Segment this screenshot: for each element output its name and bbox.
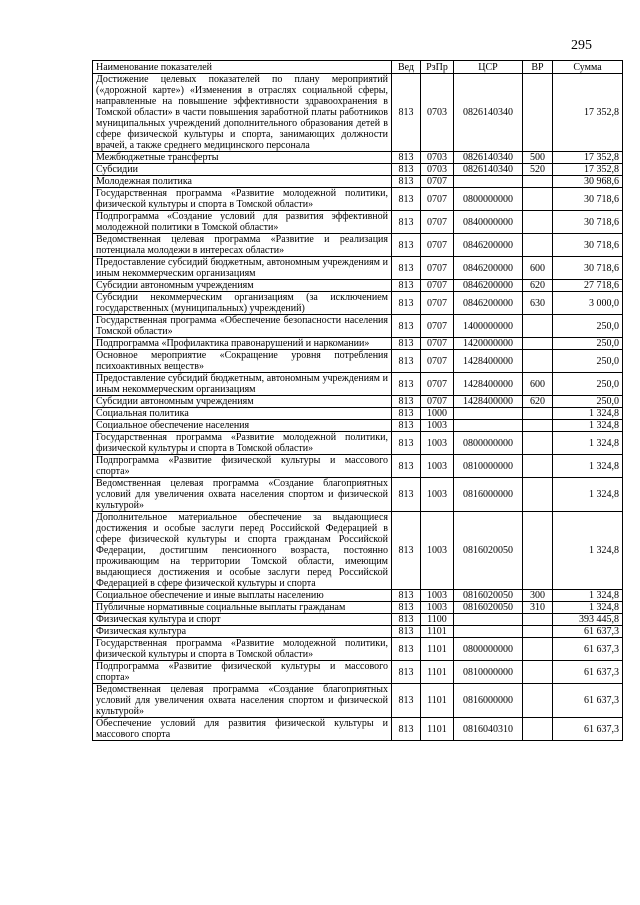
cell-sum: 61 637,3: [553, 626, 623, 638]
cell-csr: 0816020050: [454, 512, 523, 590]
header-name: Наименование показателей: [93, 61, 392, 74]
cell-vr: [523, 638, 553, 661]
cell-name: Субсидии автономным учреждениям: [93, 280, 392, 292]
header-csr: ЦСР: [454, 61, 523, 74]
cell-csr: 1428400000: [454, 373, 523, 396]
cell-rzpr: 1003: [421, 420, 454, 432]
table-row: [93, 315, 623, 338]
cell-rzpr: 0707: [421, 338, 454, 350]
cell-sum: 17 352,8: [553, 74, 623, 152]
cell-name: Подпрограмма «Развитие физической культуры и массового спорта»: [93, 661, 392, 684]
cell-rzpr: 0703: [421, 164, 454, 176]
cell-vr: [523, 718, 553, 741]
cell-sum: 30 718,6: [553, 188, 623, 211]
cell-ved: 813: [392, 176, 421, 188]
cell-rzpr: 1000: [421, 408, 454, 420]
cell-name: Государственная программа «Развитие молодежной политики, физической культуры и спорта в Томской области»: [93, 638, 392, 661]
cell-ved: 813: [392, 420, 421, 432]
cell-ved: 813: [392, 234, 421, 257]
cell-ved: 813: [392, 626, 421, 638]
cell-csr: 0846200000: [454, 280, 523, 292]
cell-rzpr: 0703: [421, 74, 454, 152]
cell-ved: 813: [392, 257, 421, 280]
cell-name: Достижение целевых показателей по плану мероприятий («дорожной карте») «Изменения в отраслях социальной сферы, направленные на повышение эффективности здравоохранения в Томской области» в части повышения заработной платы работников муниципальных учреждений дополнительного образования детей в сфере физической культуры и спорта, занимающих должности врачей, а также среднего медицинского персонала: [93, 74, 392, 152]
cell-sum: 1 324,8: [553, 512, 623, 590]
cell-vr: 600: [523, 257, 553, 280]
table-row: [93, 614, 623, 626]
cell-name: Субсидии: [93, 164, 392, 176]
cell-sum: 30 718,6: [553, 257, 623, 280]
header-row: [93, 61, 623, 74]
cell-sum: 61 637,3: [553, 684, 623, 718]
cell-rzpr: 0707: [421, 350, 454, 373]
cell-sum: 250,0: [553, 396, 623, 408]
cell-rzpr: 1101: [421, 626, 454, 638]
cell-rzpr: 1101: [421, 718, 454, 741]
cell-rzpr: 1003: [421, 478, 454, 512]
cell-vr: [523, 338, 553, 350]
cell-vr: 620: [523, 280, 553, 292]
table-row: [93, 211, 623, 234]
table-row: [93, 638, 623, 661]
cell-ved: 813: [392, 638, 421, 661]
cell-name: Дополнительное материальное обеспечение за выдающиеся достижения и особые заслуги перед Российской Федерацией в сфере физической культуры и спорта гражданам Российской Федерации, достигшим пенсионного возраста, постоянно проживающим на территории Томской области, имеющим выдающиеся достижения и особые заслуги перед Российской Федерацией в сфере физической культуры и спорта: [93, 512, 392, 590]
cell-ved: 813: [392, 315, 421, 338]
cell-ved: 813: [392, 373, 421, 396]
table-row: [93, 373, 623, 396]
table-row: [93, 455, 623, 478]
cell-ved: 813: [392, 512, 421, 590]
cell-vr: [523, 234, 553, 257]
cell-name: Предоставление субсидий бюджетным, автономным учреждениям и иным некоммерческим организациям: [93, 257, 392, 280]
cell-vr: [523, 512, 553, 590]
cell-sum: 1 324,8: [553, 590, 623, 602]
cell-csr: [454, 420, 523, 432]
cell-rzpr: 1003: [421, 455, 454, 478]
table-row: [93, 408, 623, 420]
cell-sum: 3 000,0: [553, 292, 623, 315]
cell-rzpr: 0707: [421, 257, 454, 280]
cell-csr: 1428400000: [454, 350, 523, 373]
cell-name: Ведомственная целевая программа «Развитие и реализация потенциала молодежи в интересах области»: [93, 234, 392, 257]
cell-csr: [454, 626, 523, 638]
cell-vr: 500: [523, 152, 553, 164]
cell-vr: [523, 211, 553, 234]
page-number: 295: [571, 38, 592, 53]
cell-name: Молодежная политика: [93, 176, 392, 188]
cell-sum: 1 324,8: [553, 455, 623, 478]
cell-ved: 813: [392, 602, 421, 614]
cell-rzpr: 1003: [421, 512, 454, 590]
cell-name: Физическая культура: [93, 626, 392, 638]
cell-csr: 0846200000: [454, 234, 523, 257]
cell-sum: 30 968,6: [553, 176, 623, 188]
cell-vr: [523, 188, 553, 211]
cell-csr: [454, 176, 523, 188]
cell-sum: 250,0: [553, 373, 623, 396]
cell-ved: 813: [392, 590, 421, 602]
cell-ved: 813: [392, 432, 421, 455]
table-row: [93, 74, 623, 152]
cell-vr: 600: [523, 373, 553, 396]
cell-ved: 813: [392, 478, 421, 512]
cell-ved: 813: [392, 455, 421, 478]
cell-vr: [523, 455, 553, 478]
cell-name: Публичные нормативные социальные выплаты гражданам: [93, 602, 392, 614]
cell-vr: 520: [523, 164, 553, 176]
header-sum: Сумма: [553, 61, 623, 74]
table-row: [93, 420, 623, 432]
table-row: [93, 338, 623, 350]
cell-csr: 0816000000: [454, 684, 523, 718]
cell-vr: 630: [523, 292, 553, 315]
cell-csr: 0846200000: [454, 292, 523, 315]
cell-name: Подпрограмма «Создание условий для развития эффективной молодежной политики в Томской области»: [93, 211, 392, 234]
budget-table: [92, 60, 623, 741]
header-rzpr: РзПр: [421, 61, 454, 74]
table-row: [93, 280, 623, 292]
cell-name: Социальная политика: [93, 408, 392, 420]
cell-rzpr: 0707: [421, 315, 454, 338]
cell-csr: 0816040310: [454, 718, 523, 741]
cell-csr: 0810000000: [454, 455, 523, 478]
cell-rzpr: 1003: [421, 602, 454, 614]
cell-ved: 813: [392, 280, 421, 292]
cell-vr: 620: [523, 396, 553, 408]
cell-csr: 0840000000: [454, 211, 523, 234]
cell-vr: [523, 315, 553, 338]
cell-ved: 813: [392, 152, 421, 164]
table-row: [93, 234, 623, 257]
cell-vr: [523, 420, 553, 432]
table-row: [93, 718, 623, 741]
cell-vr: 300: [523, 590, 553, 602]
cell-sum: 393 445,8: [553, 614, 623, 626]
cell-rzpr: 1101: [421, 684, 454, 718]
table-row: [93, 350, 623, 373]
table-row: [93, 590, 623, 602]
cell-csr: 1428400000: [454, 396, 523, 408]
cell-csr: 0816020050: [454, 590, 523, 602]
cell-name: Социальное обеспечение и иные выплаты населению: [93, 590, 392, 602]
cell-name: Основное мероприятие «Сокращение уровня потребления психоактивных веществ»: [93, 350, 392, 373]
cell-vr: 310: [523, 602, 553, 614]
cell-ved: 813: [392, 718, 421, 741]
cell-rzpr: 0707: [421, 373, 454, 396]
cell-csr: 0826140340: [454, 74, 523, 152]
cell-vr: [523, 408, 553, 420]
cell-csr: 0826140340: [454, 164, 523, 176]
cell-ved: 813: [392, 338, 421, 350]
cell-sum: 61 637,3: [553, 661, 623, 684]
cell-csr: 0800000000: [454, 432, 523, 455]
cell-name: Предоставление субсидий бюджетным, автономным учреждениям и иным некоммерческим организациям: [93, 373, 392, 396]
header-vr: ВР: [523, 61, 553, 74]
cell-sum: 17 352,8: [553, 152, 623, 164]
header-ved: Вед: [392, 61, 421, 74]
cell-sum: 1 324,8: [553, 602, 623, 614]
cell-sum: 61 637,3: [553, 638, 623, 661]
cell-sum: 17 352,8: [553, 164, 623, 176]
cell-sum: 250,0: [553, 338, 623, 350]
cell-csr: 0810000000: [454, 661, 523, 684]
cell-sum: 30 718,6: [553, 234, 623, 257]
table-row: [93, 164, 623, 176]
table-row: [93, 292, 623, 315]
cell-name: Обеспечение условий для развития физической культуры и массового спорта: [93, 718, 392, 741]
cell-vr: [523, 176, 553, 188]
table-row: [93, 602, 623, 614]
cell-rzpr: 0707: [421, 188, 454, 211]
cell-sum: 250,0: [553, 350, 623, 373]
table-row: [93, 478, 623, 512]
table-row: [93, 512, 623, 590]
cell-ved: 813: [392, 684, 421, 718]
table-row: [93, 257, 623, 280]
cell-rzpr: 0707: [421, 292, 454, 315]
cell-csr: 0816020050: [454, 602, 523, 614]
cell-csr: 0816000000: [454, 478, 523, 512]
table-row: [93, 432, 623, 455]
cell-sum: 1 324,8: [553, 478, 623, 512]
cell-vr: [523, 350, 553, 373]
cell-vr: [523, 432, 553, 455]
cell-name: Субсидии автономным учреждениям: [93, 396, 392, 408]
cell-ved: 813: [392, 164, 421, 176]
cell-ved: 813: [392, 661, 421, 684]
table-body: [93, 74, 623, 741]
cell-ved: 813: [392, 614, 421, 626]
cell-sum: 1 324,8: [553, 420, 623, 432]
cell-ved: 813: [392, 396, 421, 408]
cell-vr: [523, 661, 553, 684]
cell-rzpr: 0707: [421, 396, 454, 408]
cell-rzpr: 0707: [421, 176, 454, 188]
cell-csr: 1400000000: [454, 315, 523, 338]
cell-rzpr: 0707: [421, 211, 454, 234]
cell-name: Физическая культура и спорт: [93, 614, 392, 626]
cell-rzpr: 1003: [421, 590, 454, 602]
cell-name: Государственная программа «Развитие молодежной политики, физической культуры и спорта в Томской области»: [93, 188, 392, 211]
cell-vr: [523, 74, 553, 152]
cell-name: Подпрограмма «Развитие физической культуры и массового спорта»: [93, 455, 392, 478]
cell-ved: 813: [392, 408, 421, 420]
table-row: [93, 626, 623, 638]
table-row: [93, 661, 623, 684]
cell-rzpr: 1101: [421, 661, 454, 684]
cell-sum: 1 324,8: [553, 408, 623, 420]
table-header: [93, 61, 623, 74]
cell-vr: [523, 684, 553, 718]
cell-csr: 0826140340: [454, 152, 523, 164]
table-row: [93, 188, 623, 211]
cell-name: Подпрограмма «Профилактика правонарушений и наркомании»: [93, 338, 392, 350]
cell-rzpr: 0707: [421, 234, 454, 257]
cell-rzpr: 0707: [421, 280, 454, 292]
table-row: [93, 396, 623, 408]
cell-csr: 0846200000: [454, 257, 523, 280]
cell-vr: [523, 614, 553, 626]
cell-ved: 813: [392, 188, 421, 211]
cell-sum: 61 637,3: [553, 718, 623, 741]
cell-sum: 250,0: [553, 315, 623, 338]
cell-rzpr: 1101: [421, 638, 454, 661]
cell-sum: 30 718,6: [553, 211, 623, 234]
cell-name: Социальное обеспечение населения: [93, 420, 392, 432]
cell-rzpr: 1100: [421, 614, 454, 626]
cell-csr: 0800000000: [454, 188, 523, 211]
cell-ved: 813: [392, 74, 421, 152]
cell-ved: 813: [392, 350, 421, 373]
cell-rzpr: 0703: [421, 152, 454, 164]
cell-csr: 0800000000: [454, 638, 523, 661]
cell-rzpr: 1003: [421, 432, 454, 455]
cell-name: Государственная программа «Развитие молодежной политики, физической культуры и спорта в Томской области»: [93, 432, 392, 455]
cell-csr: 1420000000: [454, 338, 523, 350]
table-row: [93, 176, 623, 188]
cell-ved: 813: [392, 292, 421, 315]
cell-name: Ведомственная целевая программа «Создание благоприятных условий для увеличения охвата населения спортом и физической культурой»: [93, 684, 392, 718]
cell-name: Субсидии некоммерческим организациям (за исключением государственных (муниципальных) учреждений): [93, 292, 392, 315]
table-row: [93, 684, 623, 718]
cell-csr: [454, 614, 523, 626]
cell-ved: 813: [392, 211, 421, 234]
cell-name: Межбюджетные трансферты: [93, 152, 392, 164]
cell-sum: 27 718,6: [553, 280, 623, 292]
cell-csr: [454, 408, 523, 420]
table-row: [93, 152, 623, 164]
cell-vr: [523, 478, 553, 512]
cell-name: Государственная программа «Обеспечение безопасности населения Томской области»: [93, 315, 392, 338]
cell-sum: 1 324,8: [553, 432, 623, 455]
cell-name: Ведомственная целевая программа «Создание благоприятных условий для увеличения охвата населения спортом и физической культурой»: [93, 478, 392, 512]
cell-vr: [523, 626, 553, 638]
